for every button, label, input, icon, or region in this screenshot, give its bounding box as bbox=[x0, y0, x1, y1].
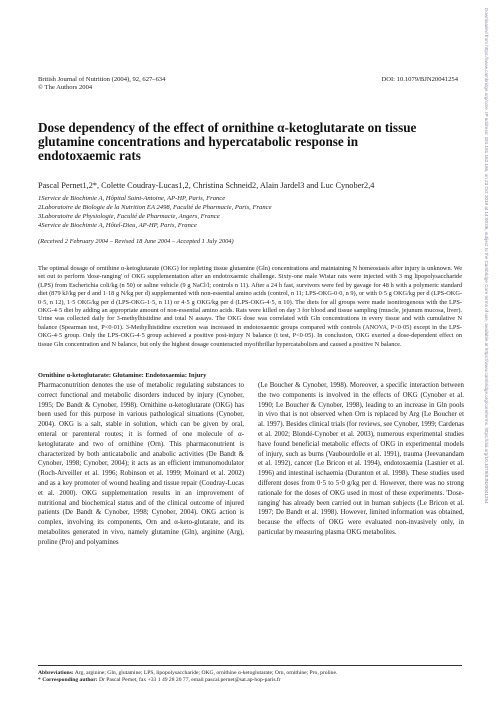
keywords: Ornithine α-ketoglutarate: Glutamine: Endotoxaemia: Injury bbox=[38, 372, 207, 379]
download-watermark bbox=[481, 8, 491, 698]
affiliation-1: 1Service de Biochimie A, Hôpital Saint-Antoine, AP-HP, Paris, France bbox=[38, 195, 226, 202]
affiliation-4: 4Service de Biochimie A, Hôtel-Dieu, AP-HP, Paris, France bbox=[38, 221, 197, 229]
affiliation-3: 3Laboratoire de Physiologie, Faculté de Pharmacie, Angers, France bbox=[38, 212, 220, 220]
footnote-divider bbox=[38, 665, 462, 666]
journal-citation: British Journal of Nutrition (2004), 92, 627–634 bbox=[38, 76, 166, 83]
abbreviations-text: Arg, arginine; Gln, glutamine; LPS, lipopolysaccharide; OKG, ornithine α-ketoglutarate; Orn, ornithine; Pro, proline. bbox=[74, 670, 338, 676]
body-column-left: Pharmaconutrition denotes the use of metabolic regulating substances to correct functional and metabolic disorders induced by injury (Cynober, 1995; De Bandt & Cynober, 1998). Ornithine α-ketoglutarate (OKG) has been used for this purpose in various pathological situations (Cynober, 2004). OKG is a salt, stable in solution, which can be given by oral, enteral or parenteral routes; it is formed of one molecule of α-ketoglutarate and two of ornithine (Orn). This pharmaconutrient is characterized by both anticatabolic and anabolic activities (De Bandt & Cynober, 1998; Cynober, 2004); it acts as an efficient immunomodulator (Roch-Arveiller et al. 1996; Robinson et al. 1999; Moinard et al. 2002) and as a key promoter of wound healing and tissue repair (Coudray-Lucas et al. 2000). OKG supplementation results in an improvement of nutritional and biochemical status and of the clinical outcome of injured patients (De Bandt & Cynober, 1998; Cynober, 2004). OKG action is complex, involving its components, Orn and α-keto-glutarate, and its metabolites generated in vivo, namely glutamine (Gln), arginine (Arg), proline (Pro) and polyamines bbox=[38, 382, 244, 546]
corresponding-author-footnote bbox=[38, 677, 462, 684]
body-column-right: (Le Boucher & Cynober, 1998). Moreover, a specific interaction between the two components is involved in the effects of OKG (Cynober et al. 1990; Le Boucher & Cynober, 1998), leading to an increase in Gln pools in vivo that is not observed when Orn is replaced by Arg (Le Boucher et al. 1997). Besides clinical trials (for reviews, see Cynober, 1999; Cardenas et al. 2002; Blondé-Cynober et al. 2003), numerous experimental studies have found beneficial metabolic effects of OKG in experimental models of injury, such as burns (Vaubourdolle et al. 1991), trauma (Jeevanandam et al. 1992), cancer (Le Bricon et al. 1994), endotoxaemia (Lasnier et al. 1996) and intestinal ischaemia (Duranton et al. 1998). These studies used different doses from 0·5 to 5·0 g/kg per d. However, there was no strong rationale for the doses of OKG used in most of these experiments. 'Dose-ranging' has already been carried out in human subjects (Le Bricon et al. 1997; De Bandt et al. 1998). However, limited information was obtained, because the effects of OKG were evaluated non-invasively only, in particular by measuring plasma OKG metabolites. bbox=[258, 382, 465, 536]
received-dates: (Received 2 February 2004 – Revised 18 June 2004 – Accepted 1 July 2004) bbox=[38, 238, 234, 245]
corresponding-author-label: * Corresponding author: bbox=[38, 677, 98, 684]
doi-label: DOI: 10.1079/BJN20041254 bbox=[381, 76, 458, 83]
affiliations bbox=[38, 195, 458, 231]
affiliation-2: 2Laboratoire de Biologie de la Nutrition EA 2498, Faculté de Pharmacie, Paris, France bbox=[38, 203, 272, 211]
copyright-line: © The Authors 2004 bbox=[38, 84, 93, 91]
abstract: The optimal dosage of ornithine α-ketoglutarate (OKG) for repleting tissue glutamine (Gln) concentrations and maintaining N homeostasis after injury is unknown. We set out to perform 'dose-ranging' of OKG supplementation after an endotoxaemic challenge. Sixty-one male Wistar rats were injected with 3 mg lipopolysaccharide (LPS) from Escherichia coli/kg (n 50) or saline vehicle (9 g NaCl/l; controls n 11). After a 24 h fast, survivors were fed by gavage for 48 h with a polymeric standard diet (879 kJ/kg per d and 1·18 g N/kg per d) supplemented with non-essential amino acids (control, n 11; LPS-OKG-0·0, n 9), or with 0·5 g OKG/kg per d (LPS-OKG-0·5, n 12), 1·5 OKG/kg per d (LPS-OKG-1·5, n 11) or 4·5 g OKG/kg per d (LPS-OKG-4·5, n 10). The diets for all groups were made isonitrogenous with the LPS-OKG-4·5 diet by adding an appropriate amount of non-essential amino acids. Rats were killed on day 3 for blood and tissue sampling (muscle, jejunum mucosa, liver). Urine was collected daily for 3-methylhistidine and total N assays. The OKG dose was correlated with Gln concentrations in every tissue and with cumulative N balance (Spearman test, P<0·01). 3-Methylhistidine excretion was increased in endotoxaemic groups compared with controls (ANOVA, P<0·05) except in the LPS-OKG-4·5 group. Only the LPS-OKG-4·5 group achieved a positive post-injury N balance (t test, P<0·05). In conclusion, OKG exerted a dose-dependent effect on tissue Gln concentration and N balance, but only the highest dosage counteracted myofibrillar hypercatabolism and caused a positive N balance. bbox=[38, 265, 462, 348]
download-watermark-text: Downloaded from https://www.cambridge.org/core. IP address: 181.181.162.165, on 23 Oct 2019 at 14:09:06, subject to the Cambridge Core terms of use, available at https://www.cambridge.org/core/terms. https://doi.org/10.1079/BJN20041254 bbox=[484, 8, 489, 504]
author-list: Pascal Pernet1,2*, Colette Coudray-Lucas1,2, Christina Schneid2, Alain Jardel3 and Luc Cynober2,4 bbox=[38, 181, 375, 190]
footnotes bbox=[38, 670, 462, 684]
abbreviations-label: Abbreviations: bbox=[38, 670, 74, 676]
article-title: Dose dependency of the effect of ornithine α-ketoglutarate on tissue glutamine concentrations and hypercatabolic response in endotoxaemic rats bbox=[38, 120, 417, 164]
corresponding-author-text: Dr Pascal Pernet, fax +33 1 49 28 20 77, email pascal.pernet@sat.ap-hop-paris.fr bbox=[98, 677, 281, 684]
